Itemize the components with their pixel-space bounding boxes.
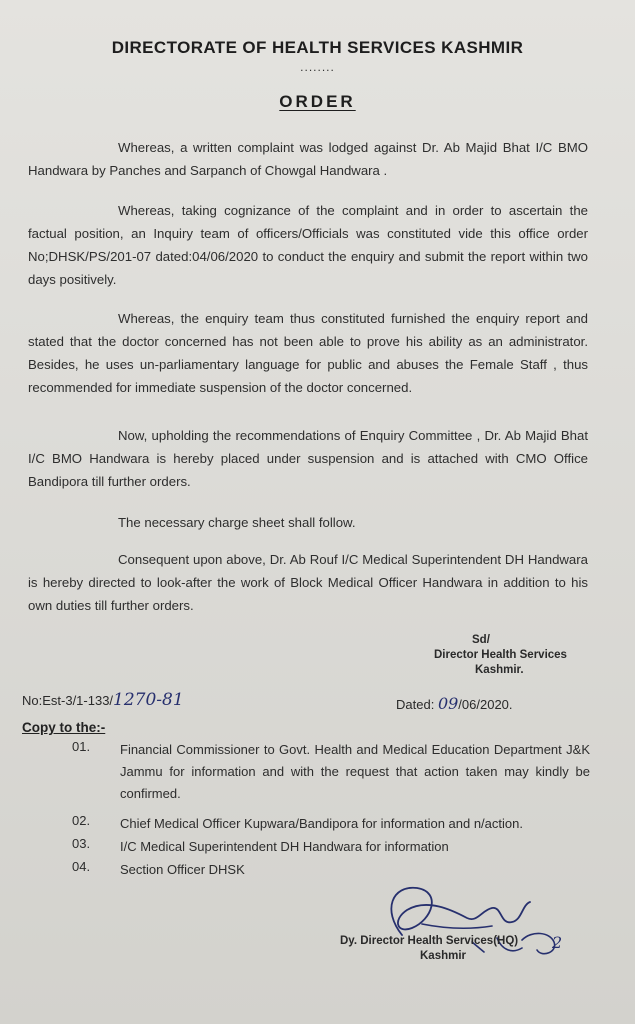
paragraph-text: Whereas, a written complaint was lodged against Dr. Ab Majid Bhat I/C BMO Handwara by Panches and Sarpanch of Chowgal Handwara .	[28, 140, 588, 178]
copy-to-heading: Copy to the:-	[22, 720, 106, 735]
copy-item-text: I/C Medical Superintendent DH Handwara for information	[120, 839, 449, 854]
copy-item	[72, 813, 592, 835]
dated-label: Dated:	[396, 697, 435, 712]
deputy-director-location: Kashmir	[420, 950, 467, 962]
copy-item-text: Section Officer DHSK	[120, 862, 245, 877]
order-date	[396, 694, 513, 713]
handwritten-reference: 1270-81	[113, 690, 184, 710]
order-heading: ORDER	[279, 92, 356, 111]
paragraph-suspension	[28, 424, 588, 493]
copy-item-text: Chief Medical Officer Kupwara/Bandipora for information and n/action.	[120, 816, 523, 831]
title-separator: ........	[300, 60, 335, 74]
paragraph-charge-sheet	[28, 511, 588, 534]
paragraph-text: Whereas, taking cognizance of the complaint and in order to ascertain the factual position, an Inquiry team of officers/Officials was constituted vide this office order No;DHSK/PS/201-07 dated:04/06/2020 to conduct the enquiry and submit the report within two days positively.	[28, 203, 588, 287]
svg-text:2: 2	[552, 933, 563, 952]
director-signature-block	[420, 633, 620, 678]
paragraph-complaint	[28, 136, 588, 182]
paragraph-text: Whereas, the enquiry team thus constituted furnished the enquiry report and stated that the doctor concerned has not been able to prove his ability as an administrator. Besides, he uses un-parliamentary language for public and abuses the Female Staff , thus recommended for immediate suspension of the doctor concerned.	[28, 311, 588, 395]
handwritten-day: 09	[437, 694, 459, 713]
paragraph-enquiry-report	[28, 307, 588, 399]
sd-mark: Sd/	[472, 634, 490, 646]
copy-item-number: 02.	[72, 813, 91, 828]
deputy-director-designation: Dy. Director Health Services(HQ)	[340, 935, 519, 947]
paragraph-look-after	[28, 548, 588, 617]
copy-item-text: Financial Commissioner to Govt. Health and Medical Education Department J&K Jammu for information and with the request that action taken may kindly be confirmed.	[120, 742, 590, 801]
copy-item-number: 03.	[72, 836, 91, 851]
director-designation: Director Health Services	[434, 649, 567, 661]
paragraph-text: The necessary charge sheet shall follow.	[118, 515, 356, 530]
dated-rest: /06/2020.	[458, 697, 513, 712]
paragraph-text: Consequent upon above, Dr. Ab Rouf I/C Medical Superintendent DH Handwara is hereby directed to look-after the work of Block Medical Officer Handwara in addition to his own duties till further orders.	[28, 552, 588, 613]
copy-item-number: 04.	[72, 859, 91, 874]
reference-number	[22, 690, 184, 710]
copy-item	[72, 739, 592, 809]
paragraph-inquiry	[28, 199, 588, 291]
director-location: Kashmir.	[475, 664, 524, 676]
paragraph-text: Now, upholding the recommendations of Enquiry Committee , Dr. Ab Majid Bhat I/C BMO Handwara is hereby placed under suspension and is attached with CMO Office Bandipora till further orders.	[28, 428, 588, 489]
copy-item	[72, 836, 592, 858]
deputy-director-signature-block	[340, 934, 600, 964]
reference-prefix: No:Est-3/1-133/	[22, 693, 114, 708]
document-title: DIRECTORATE OF HEALTH SERVICES KASHMIR	[111, 38, 524, 57]
copy-item-number: 01.	[72, 739, 91, 754]
copy-item	[72, 859, 592, 881]
